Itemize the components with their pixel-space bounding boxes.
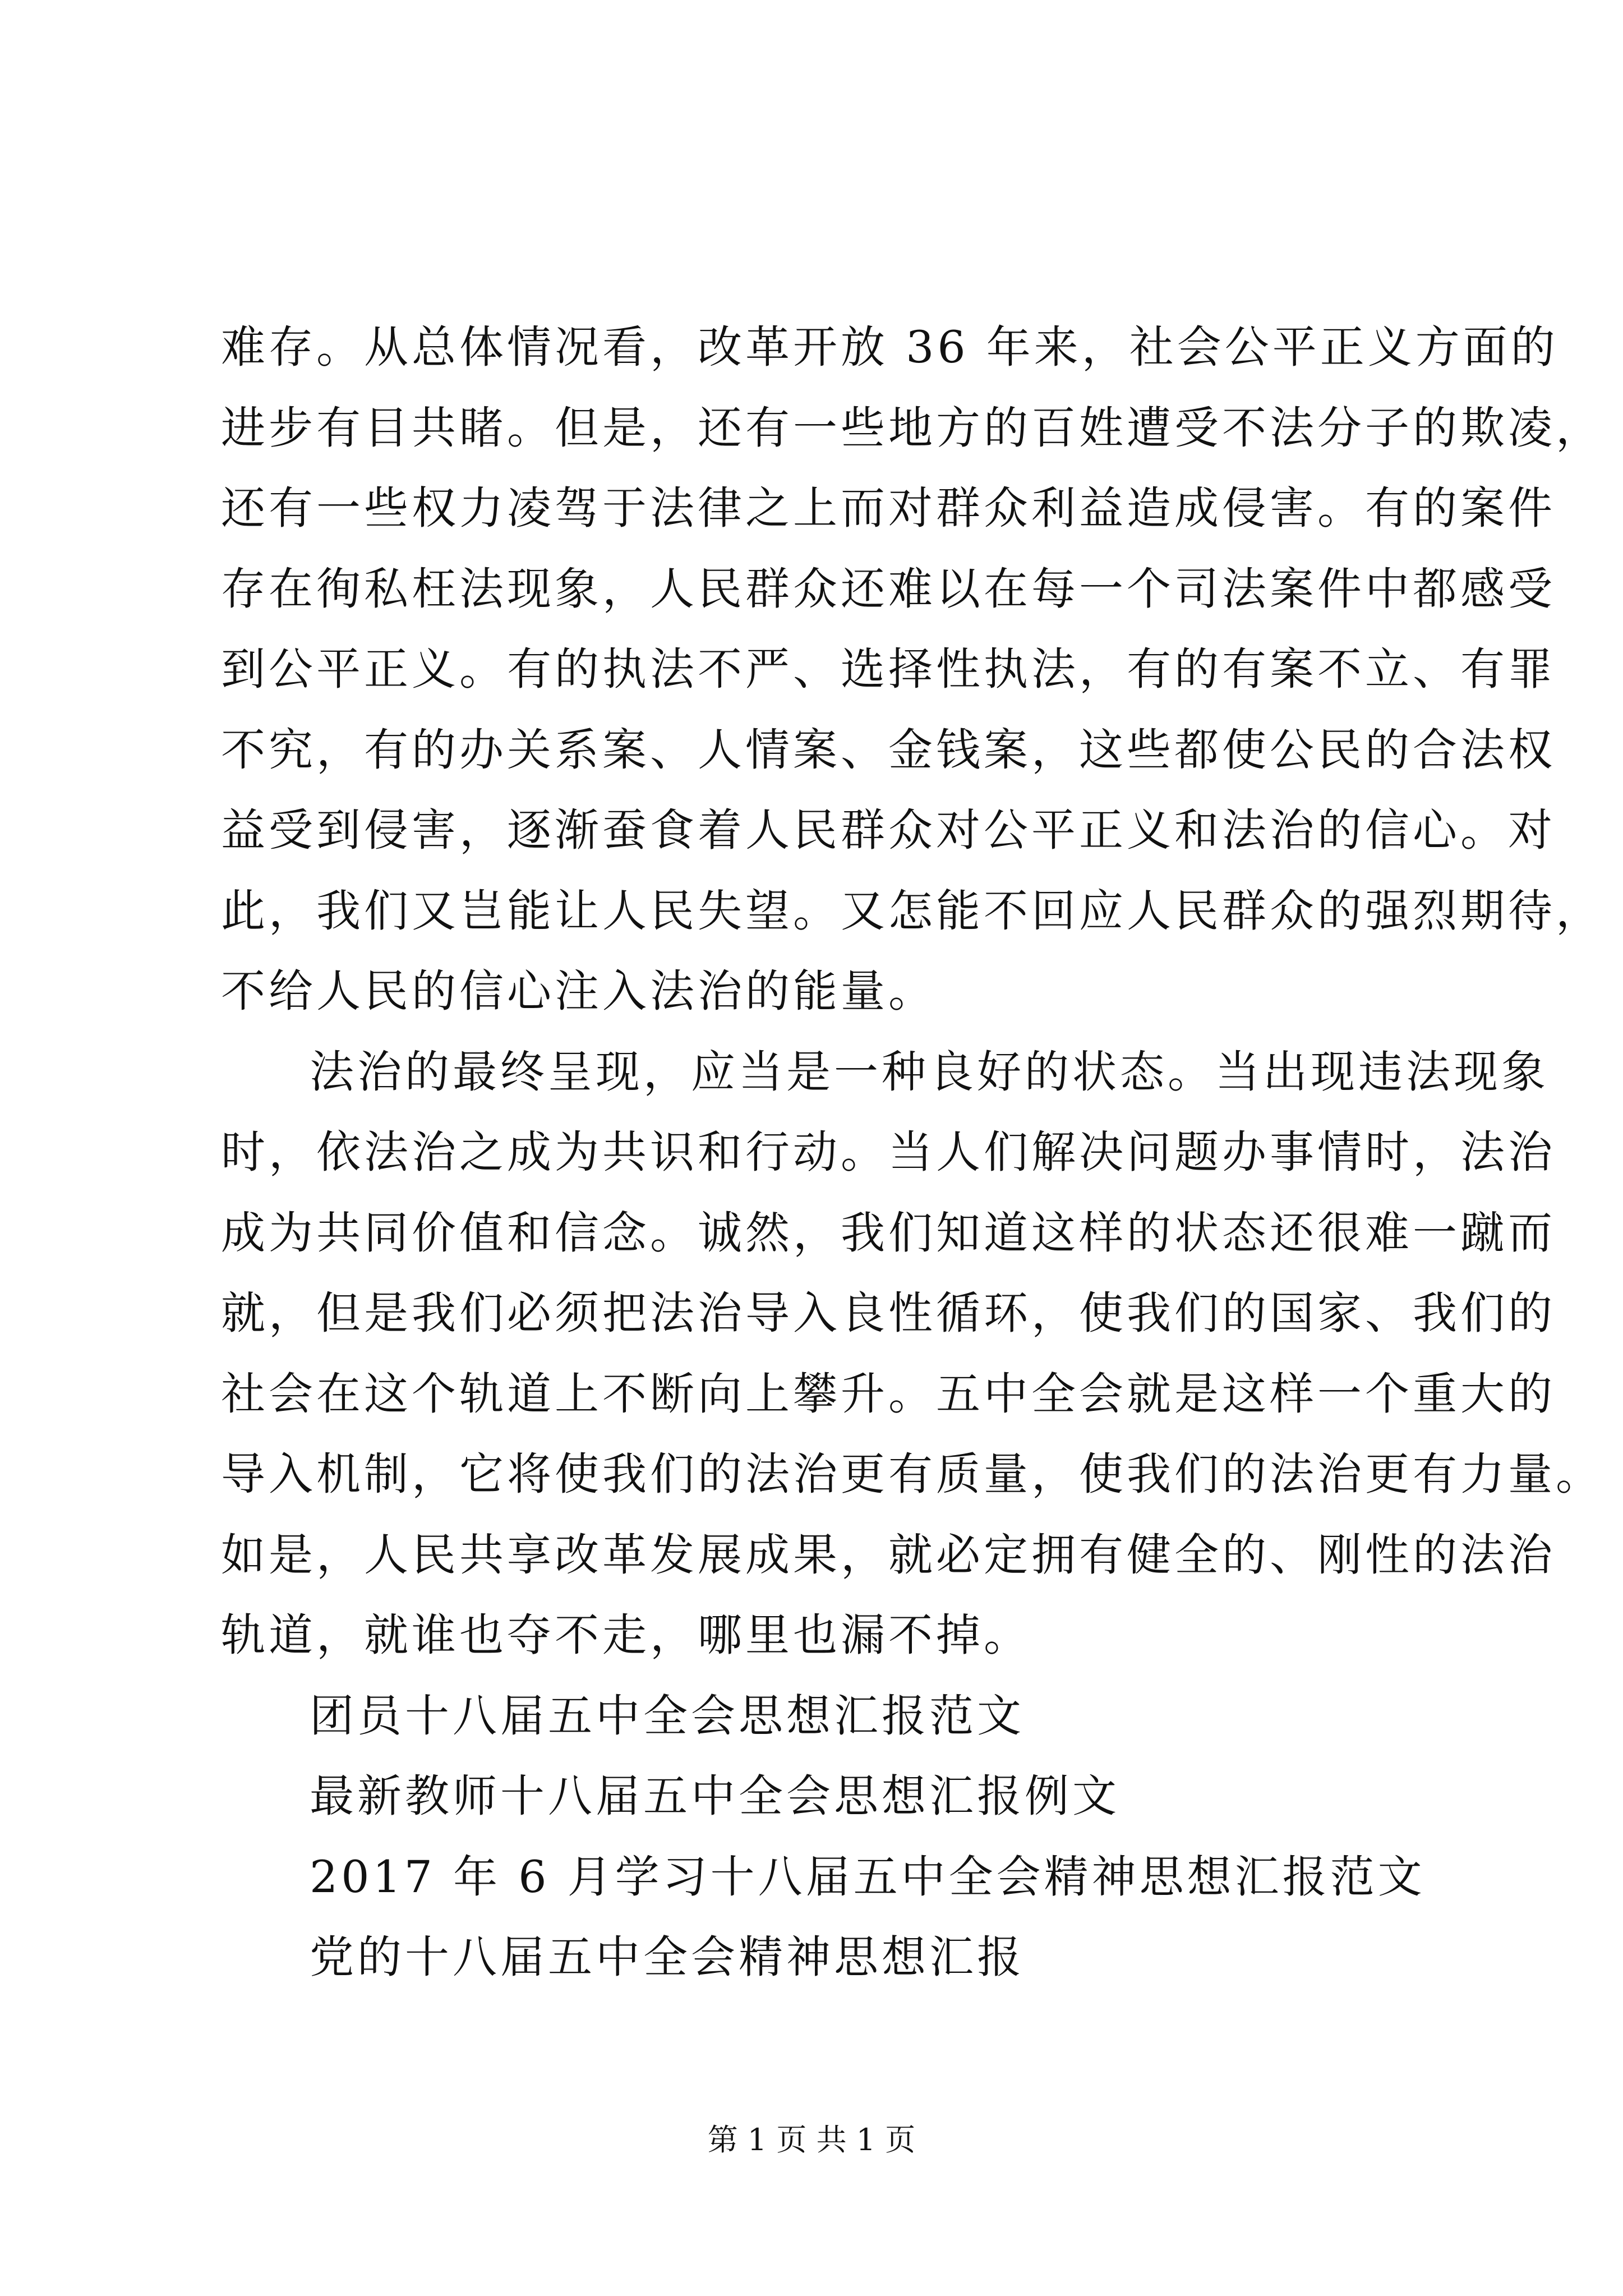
paragraph-line: 如是，人民共享改革发展成果，就必定拥有健全的、刚性的法治 bbox=[221, 1529, 1556, 1581]
paragraph-line: 存在徇私枉法现象，人民群众还难以在每一个司法案件中都感受 bbox=[221, 563, 1556, 615]
paragraph-line: 不给人民的信心注入法治的能量。 bbox=[221, 965, 936, 1017]
paragraph-line: 就，但是我们必须把法治导入良性循环，使我们的国家、我们的 bbox=[221, 1287, 1556, 1339]
paragraph-line: 到公平正义。有的执法不严、选择性执法，有的有案不立、有罪 bbox=[221, 643, 1556, 695]
paragraph-line: 法治的最终呈现，应当是一种良好的状态。当出现违法现象 bbox=[310, 1046, 1549, 1098]
paragraph-2 bbox=[221, 1032, 1603, 1676]
paragraph-line: 社会在这个轨道上不断向上攀升。五中全会就是这样一个重大的 bbox=[221, 1368, 1556, 1420]
page-footer: 第 1 页 共 1 页 bbox=[707, 2122, 916, 2157]
paragraph-line: 此，我们又岂能让人民失望。又怎能不回应人民群众的强烈期待， bbox=[221, 885, 1603, 937]
paragraph-line: 不究，有的办关系案、人情案、金钱案，这些都使公民的合法权 bbox=[221, 724, 1556, 776]
related-articles-list bbox=[221, 1676, 1426, 1998]
paragraph-line: 时，依法治之成为共识和行动。当人们解决问题办事情时，法治 bbox=[221, 1126, 1556, 1178]
related-article-link[interactable]: 最新教师十八届五中全会思想汇报例文 bbox=[310, 1770, 1120, 1822]
paragraph-line: 成为共同价值和信念。诚然，我们知道这样的状态还很难一蹴而 bbox=[221, 1207, 1556, 1259]
paragraph-line: 益受到侵害，逐渐蚕食着人民群众对公平正义和法治的信心。对 bbox=[221, 804, 1556, 856]
paragraph-line: 导入机制，它将使我们的法治更有质量，使我们的法治更有力量。 bbox=[221, 1448, 1603, 1500]
related-article-link[interactable]: 2017 年 6 月学习十八届五中全会精神思想汇报范文 bbox=[310, 1851, 1426, 1903]
paragraph-1 bbox=[221, 307, 1603, 1032]
document-body bbox=[221, 307, 1603, 1998]
paragraph-line: 难存。从总体情况看，改革开放 36 年来，社会公平正义方面的 bbox=[221, 321, 1559, 373]
paragraph-line: 进步有目共睹。但是，还有一些地方的百姓遭受不法分子的欺凌， bbox=[221, 402, 1603, 454]
related-article-link[interactable]: 团员十八届五中全会思想汇报范文 bbox=[310, 1690, 1025, 1742]
paragraph-line: 还有一些权力凌驾于法律之上而对群众利益造成侵害。有的案件 bbox=[221, 482, 1556, 534]
related-article-link[interactable]: 党的十八届五中全会精神思想汇报 bbox=[310, 1931, 1025, 1983]
paragraph-line: 轨道，就谁也夺不走，哪里也漏不掉。 bbox=[221, 1609, 1031, 1661]
